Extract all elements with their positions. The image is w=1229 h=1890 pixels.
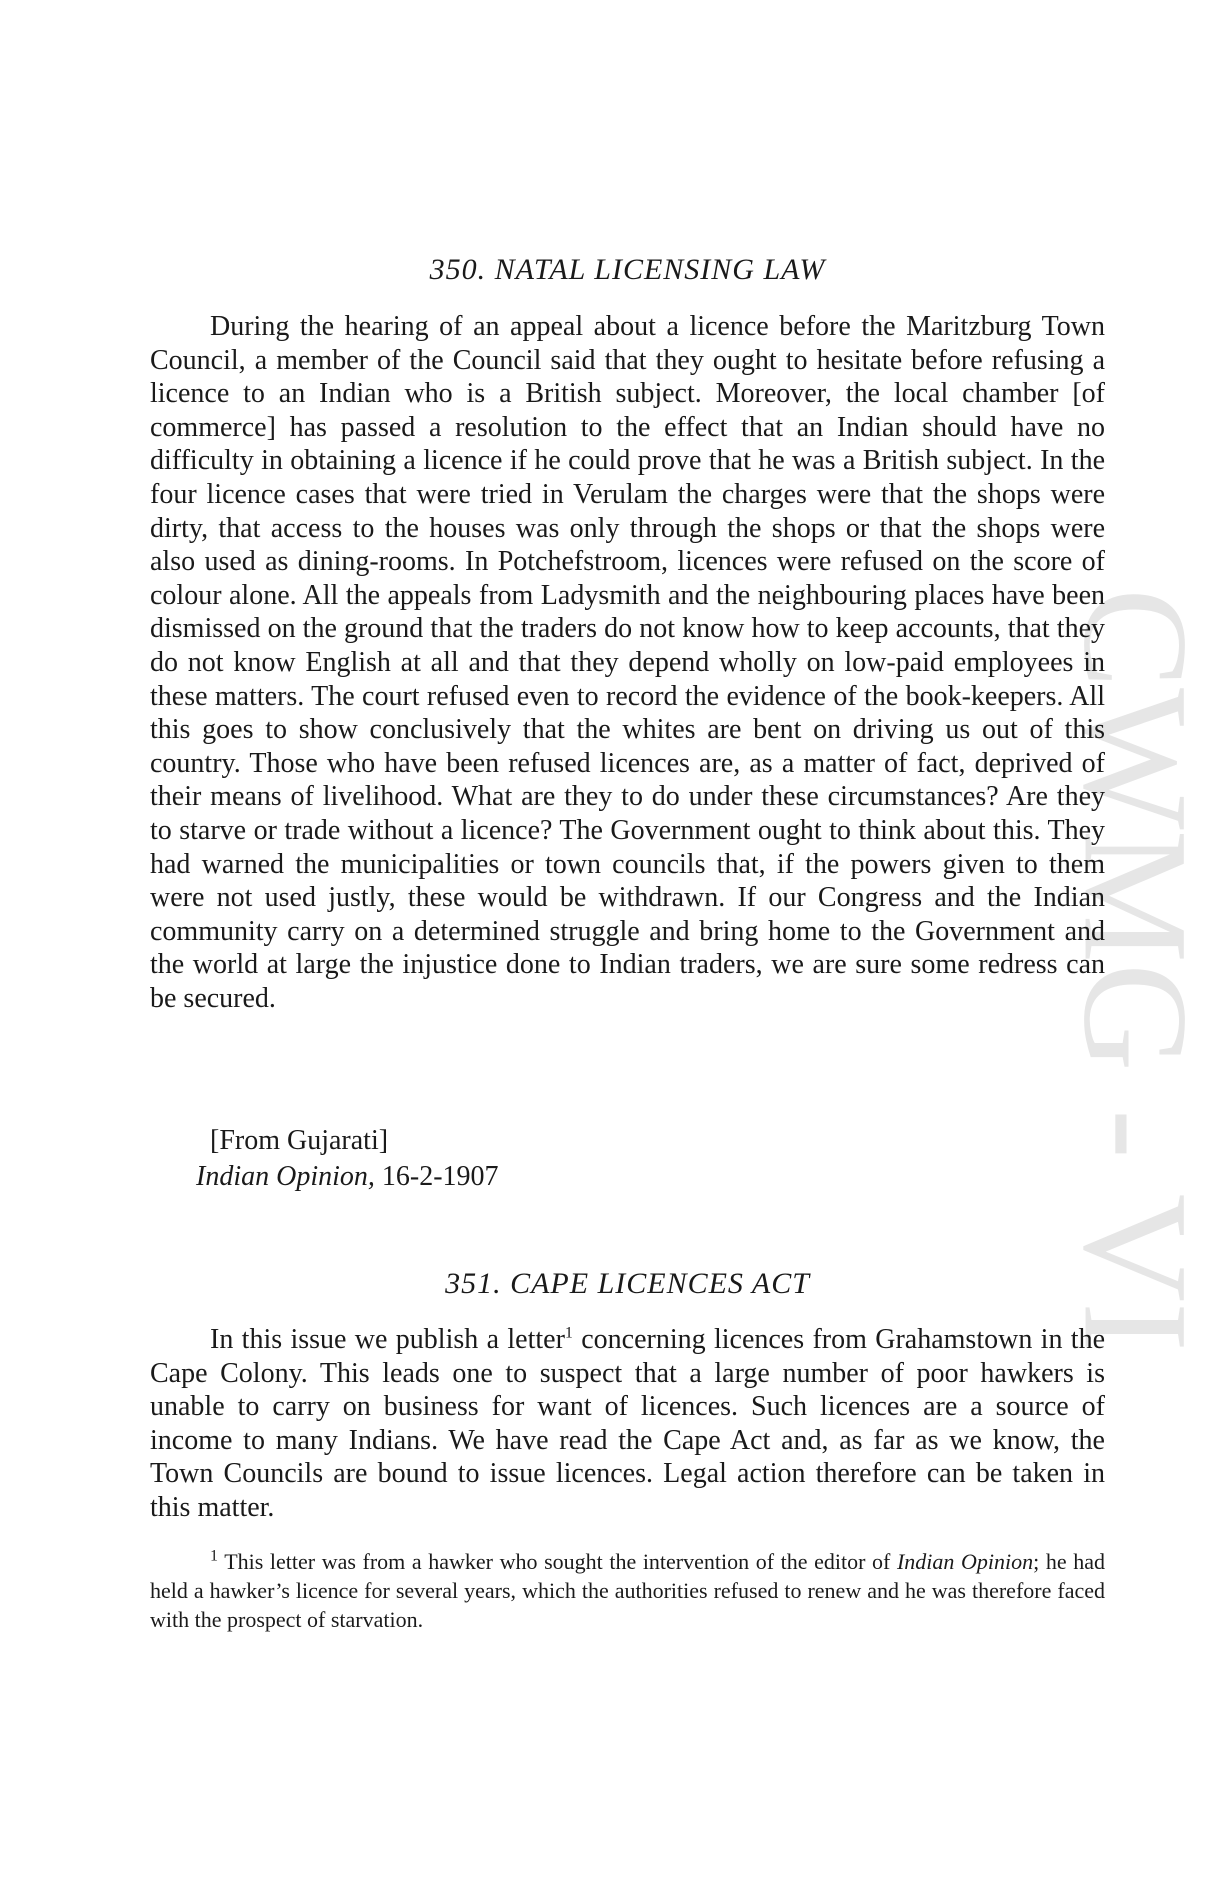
footnote — [150, 1547, 1105, 1634]
footnote-marker: 1 — [564, 1324, 573, 1342]
publication-date: 16-2-1907 — [381, 1161, 499, 1192]
footnote-text: ; he had held a hawker’s licence for several years, which the authorities refused to renew and he was therefore faced with the prospect of starvation. — [150, 1549, 1105, 1632]
publication-name: Indian Opinion — [896, 1549, 1034, 1574]
body-text: In this issue we publish a letter — [210, 1324, 565, 1355]
section-heading: 350. NATAL LICENSING LAW — [429, 253, 826, 286]
body-text: concerning licences from Grahamstown in the Cape Colony. This leads one to suspect that a large number of poor hawkers is unable to carry on business for want of licences. Such licences are a source of income to many Indians. We have read the Cape Act and, as far as we know, the Town Councils are bound to issue licences. Legal action therefore can be taken in this matter. — [150, 1324, 1105, 1523]
footnote-text: This letter was from a hawker who sought the intervention of the editor of — [224, 1549, 897, 1574]
source-note: [From Gujarati] — [210, 1125, 389, 1156]
publication-name: Indian Opinion, — [196, 1161, 375, 1192]
section-heading: 351. CAPE LICENCES ACT — [445, 1267, 810, 1300]
footnote-number: 1 — [210, 1547, 218, 1565]
section-body — [150, 1323, 1105, 1525]
watermark-text: CWMG - VI — [1052, 588, 1219, 1352]
section-body: During the hearing of an appeal about a licence before the Maritzburg Town Council, a member of the Council said that they ought to hesitate before refusing a licence to an Indian who is a British subject. Moreover, the local chamber [of commerce] has passed a resolution to the effect that an Indian should have no difficulty in obtaining a licence if he could prove that he was a British subject. In the four licence cases that were tried in Verulam the charges were that the shops were dirty, that access to the houses was only through the shops or that the shops were also used as dining-rooms. In Potchefstroom, licences were refused on the score of colour alone. All the appeals from Ladysmith and the neighbouring places have been dismissed on the ground that the traders do not know how to keep accounts, that they do not know English at all and that they depend wholly on low-paid employees in these matters. The court refused even to record the evidence of the book-keepers. All this goes to show conclusively that the whites are bent on driving us out of this country. Those who have been refused licences are, as a matter of fact, deprived of their means of livelihood. What are they to do under these circumstances? Are they to starve or trade without a licence? The Government ought to think about this. They had warned the municipalities or town councils that, if the powers given to them were not used justly, these would be withdrawn. If our Congress and the Indian community carry on a determined struggle and bring home to the Government and the world at large the injustice done to Indian traders, we are sure some redress can be secured. — [150, 311, 1105, 1014]
citation — [196, 1160, 499, 1194]
